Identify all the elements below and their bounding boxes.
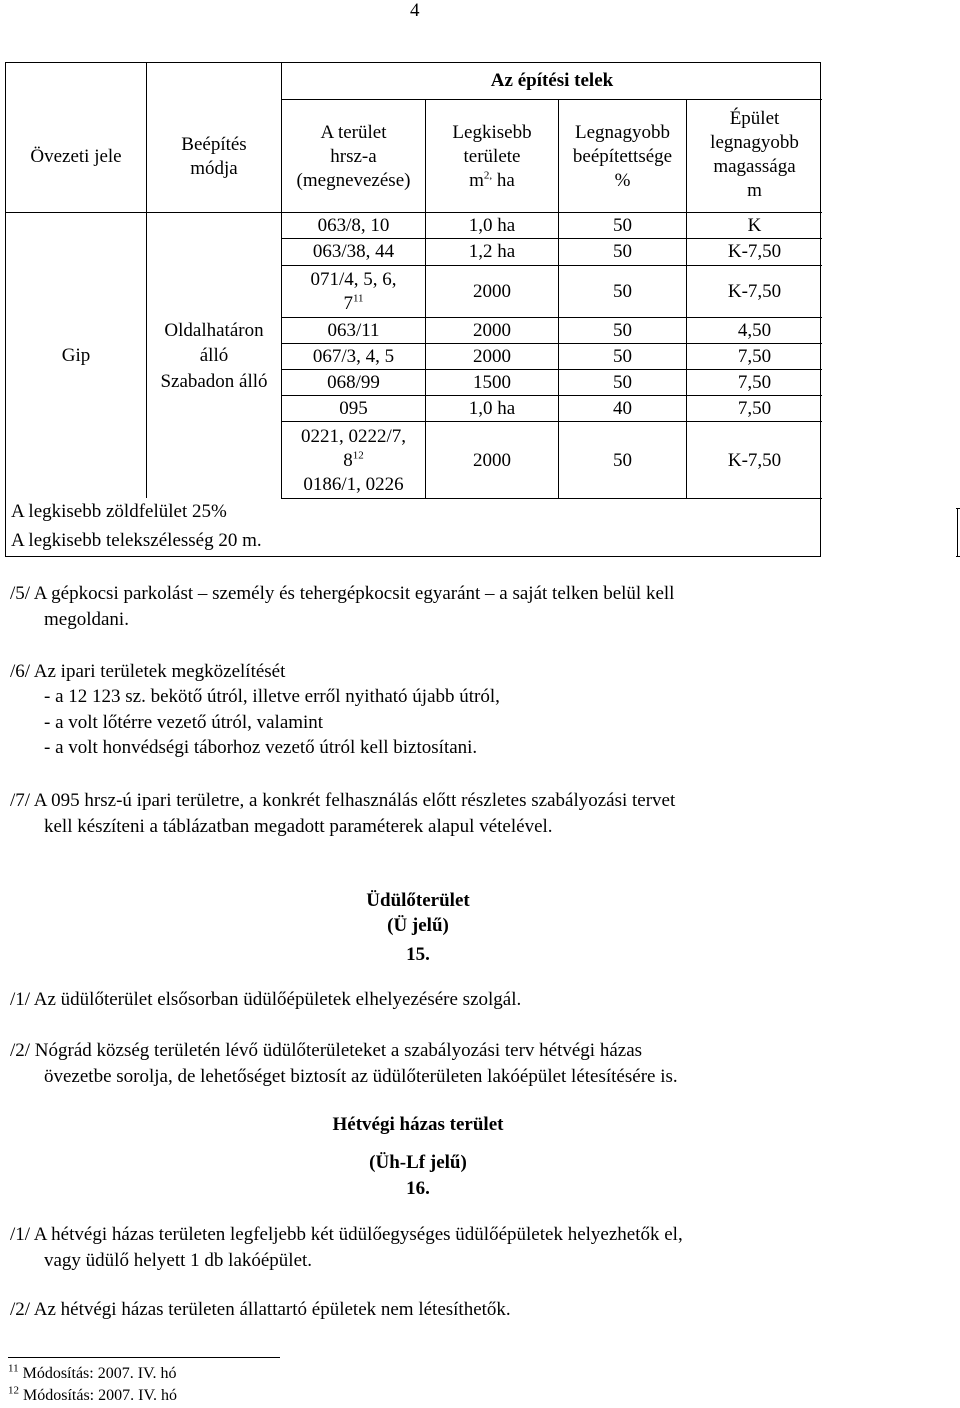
row-height: K-7,50 [727,241,782,262]
section-15-subtitle: (Ü jelű) [387,915,449,936]
section-16-subtitle: (Üh-Lf jelű) [369,1152,467,1173]
section-16-para-1-line1: /1/ A hétvégi házas területen legfeljebb két üdülőegységes üdülőépületek helyezhetők el, [10,1224,683,1245]
row-min: 1,0 ha [468,215,516,236]
row-max: 50 [613,450,632,471]
para-7-line1: /7/ A 095 hrsz-ú ipari területre, a konkrét felhasználás előtt részletes szabályozási tervet [10,790,676,811]
note-plot-width: A legkisebb telekszélesség 20 m. [11,530,262,551]
para-6-line3: - a volt lőtérre vezető útról, valamint [44,712,324,733]
header-zone: Övezeti jele [30,146,122,167]
note-green-area: A legkisebb zöldfelület 25% [11,501,227,522]
row-hrsz: 095 [339,398,368,419]
min-unit-sup: 2, [483,169,493,182]
header-height-line2: legnagyobb [710,132,799,153]
section-16-para-2: /2/ Az hétvégi házas területen állattartó épületek nem létesíthetők. [10,1299,511,1320]
row-hrsz: 068/99 [327,372,380,393]
row-max: 50 [613,215,632,236]
zone-value: Gip [61,345,91,366]
header-area-line2: hrsz-a [330,146,377,167]
min-unit-m: m [469,170,484,191]
hrsz-base: 8 [343,450,353,471]
section-15-number: 15. [406,944,430,965]
header-height-line3: magassága [713,156,796,177]
hrsz-base: 7 [343,293,353,314]
para-5-line2: megoldani. [44,609,129,630]
header-mode-line2: módja [190,158,238,179]
header-max-line2: beépítettsége [572,146,673,167]
para-6-line1: /6/ Az ipari területek megközelítését [10,661,286,682]
row-min: 2000 [473,281,511,302]
para-6-line2: - a 12 123 sz. bekötő útról, illetve erről nyitható újabb útról, [44,686,500,707]
para-6-line4: - a volt honvédségi táborhoz vezető útról kell biztosítani. [44,737,478,758]
row-hrsz-line1: 071/4, 5, 6, [310,269,397,290]
section-15-title: Üdülőterület [366,890,470,911]
para-7-line2: kell készíteni a táblázatban megadott paraméterek alapul vételével. [44,816,553,837]
row-max: 50 [613,320,632,341]
row-max: 50 [613,372,632,393]
row-hrsz: 063/11 [327,320,380,341]
row-hrsz-line2 [282,292,425,316]
section-16-number: 16. [406,1178,430,1199]
mode-line2: álló [199,345,229,366]
row-hrsz: 063/8, 10 [317,215,390,236]
row-min: 1500 [473,372,511,393]
row-height: 7,50 [737,346,772,367]
margin-mark-bottom [956,556,960,557]
footnote-ref-12: 12 [352,449,364,462]
page-number: 4 [410,0,420,21]
row-hrsz-line2 [282,449,425,473]
section-16-para-1-line2: vagy üdülő helyett 1 db lakóépület. [44,1250,313,1271]
header-height-line1: Épület [729,108,780,129]
row-hrsz-line1: 0221, 0222/7, [300,426,407,447]
row-height: 7,50 [737,398,772,419]
header-min-line3 [426,169,558,193]
mode-line1: Oldalhatáron [164,320,264,341]
section-15-para-2-line1: /2/ Nógrád község területén lévő üdülőterületeket a szabályozási terv hétvégi házas [10,1040,643,1061]
row-height: 7,50 [737,372,772,393]
row-max: 50 [613,241,632,262]
footnote-separator [8,1357,280,1358]
footnote-text: Módosítás: 2007. IV. hó [18,1365,177,1382]
header-max-line1: Legnagyobb [575,122,670,143]
footnote-number: 12 [8,1384,19,1397]
header-height-line4: m [747,180,762,201]
row-min: 1,0 ha [468,398,516,419]
header-max-line3: % [614,170,631,191]
section-15-para-2-line2: övezetbe sorolja, de lehetőséget biztosít az üdülőterületen lakóépület létesítésére is. [44,1066,678,1087]
margin-mark-vertical [957,508,958,556]
building-plot-table [5,62,821,557]
row-min: 2000 [473,346,511,367]
para-5-line1: /5/ A gépkocsi parkolást – személy és tehergépkocsit egyaránt – a saját telken belül kell [10,583,675,604]
footnote-text: Módosítás: 2007. IV. hó [19,1387,177,1404]
footnote-number: 11 [8,1362,19,1375]
footnote-12 [8,1386,177,1406]
row-min: 2000 [473,320,511,341]
row-max: 50 [613,281,632,302]
header-mode-line1: Beépítés [181,134,247,155]
header-area-line3: (megnevezése) [296,170,411,191]
mode-line3: Szabadon álló [160,371,268,392]
row-hrsz: 067/3, 4, 5 [312,346,395,367]
row-hrsz: 063/38, 44 [312,241,395,262]
row-height: K-7,50 [727,281,782,302]
row-min: 2000 [473,450,511,471]
row-height: K-7,50 [727,450,782,471]
section-15-para-1: /1/ Az üdülőterület elsősorban üdülőépületek elhelyezésére szolgál. [10,989,522,1010]
row-hrsz-line3: 0186/1, 0226 [303,474,404,495]
row-max: 50 [613,346,632,367]
header-min-line2: területe [463,146,521,167]
section-16-title: Hétvégi házas terület [332,1114,504,1135]
min-unit-ha: ha [492,170,515,191]
row-height: K [747,215,762,236]
row-min: 1,2 ha [468,241,516,262]
footnote-ref-11: 11 [352,292,364,305]
row-height: 4,50 [737,320,772,341]
footnote-11 [8,1364,177,1384]
table-group-header: Az építési telek [490,70,614,91]
header-area-line1: A terület [320,122,387,143]
header-min-line1: Legkisebb [452,122,532,143]
row-max: 40 [613,398,632,419]
